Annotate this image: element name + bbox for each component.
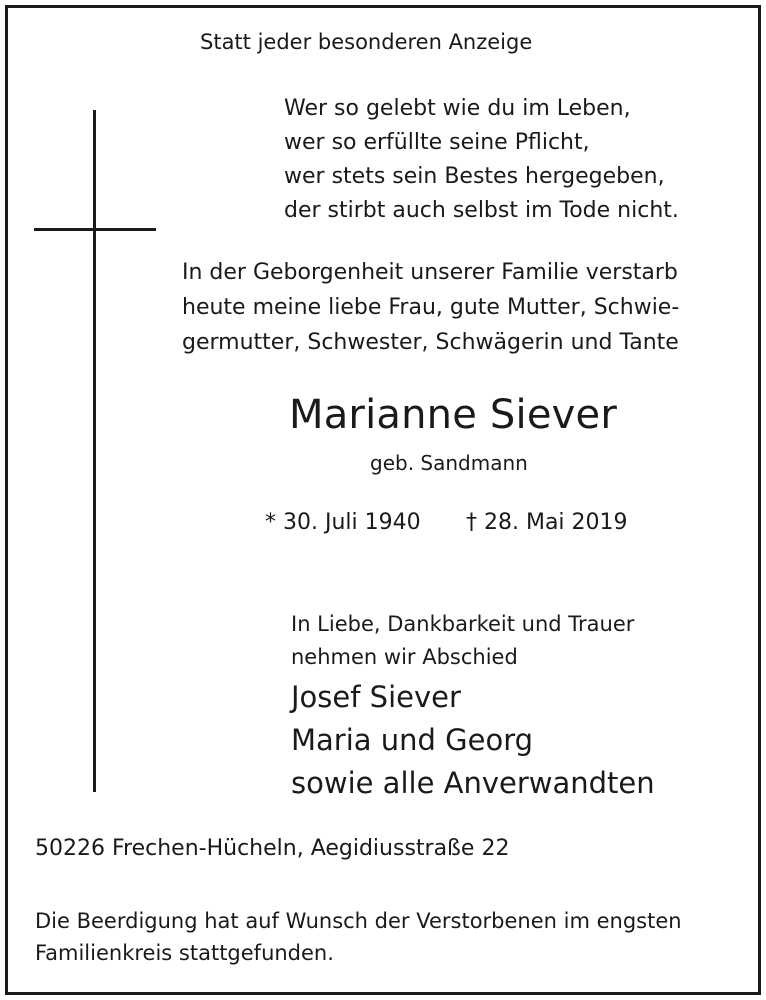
cross-vertical-bar — [93, 110, 96, 792]
intro-line: germutter, Schwester, Schwägerin und Tante — [182, 330, 679, 355]
mourning-line: In Liebe, Dankbarkeit und Trauer — [291, 612, 635, 636]
poem — [284, 92, 679, 228]
deceased-name: Marianne Siever — [289, 392, 617, 438]
death-date: † 28. Mai 2019 — [466, 510, 628, 535]
mourning-text — [291, 608, 634, 674]
mourner-name: Josef Siever — [291, 680, 461, 714]
funeral-line: Die Beerdigung hat auf Wunsch der Verstorbenen im engsten — [35, 909, 682, 933]
mourning-line: nehmen wir Abschied — [291, 645, 518, 669]
intro-line: In der Geborgenheit unserer Familie verstarb — [182, 260, 678, 285]
mourner-name: sowie alle Anverwandten — [291, 766, 655, 800]
intro-line: heute meine liebe Frau, gute Mutter, Schwie- — [182, 295, 680, 320]
funeral-line: Familienkreis stattgefunden. — [35, 941, 334, 965]
notice-header: Statt jeder besonderen Anzeige — [200, 30, 533, 54]
poem-line: Wer so gelebt wie du im Leben, — [284, 96, 631, 121]
address: 50226 Frechen-Hücheln, Aegidiusstraße 22 — [35, 836, 510, 861]
cross-horizontal-bar — [34, 228, 156, 231]
maiden-name: geb. Sandmann — [370, 451, 528, 475]
mourner-name: Maria und Georg — [291, 723, 534, 757]
intro-text — [182, 255, 679, 360]
poem-line: der stirbt auch selbst im Tode nicht. — [284, 198, 679, 223]
poem-line: wer stets sein Bestes hergegeben, — [284, 164, 665, 189]
poem-line: wer so erfüllte seine Pflicht, — [284, 130, 590, 155]
funeral-note — [35, 905, 682, 969]
birth-date: * 30. Juli 1940 — [265, 510, 421, 535]
mourners-list — [291, 676, 655, 805]
